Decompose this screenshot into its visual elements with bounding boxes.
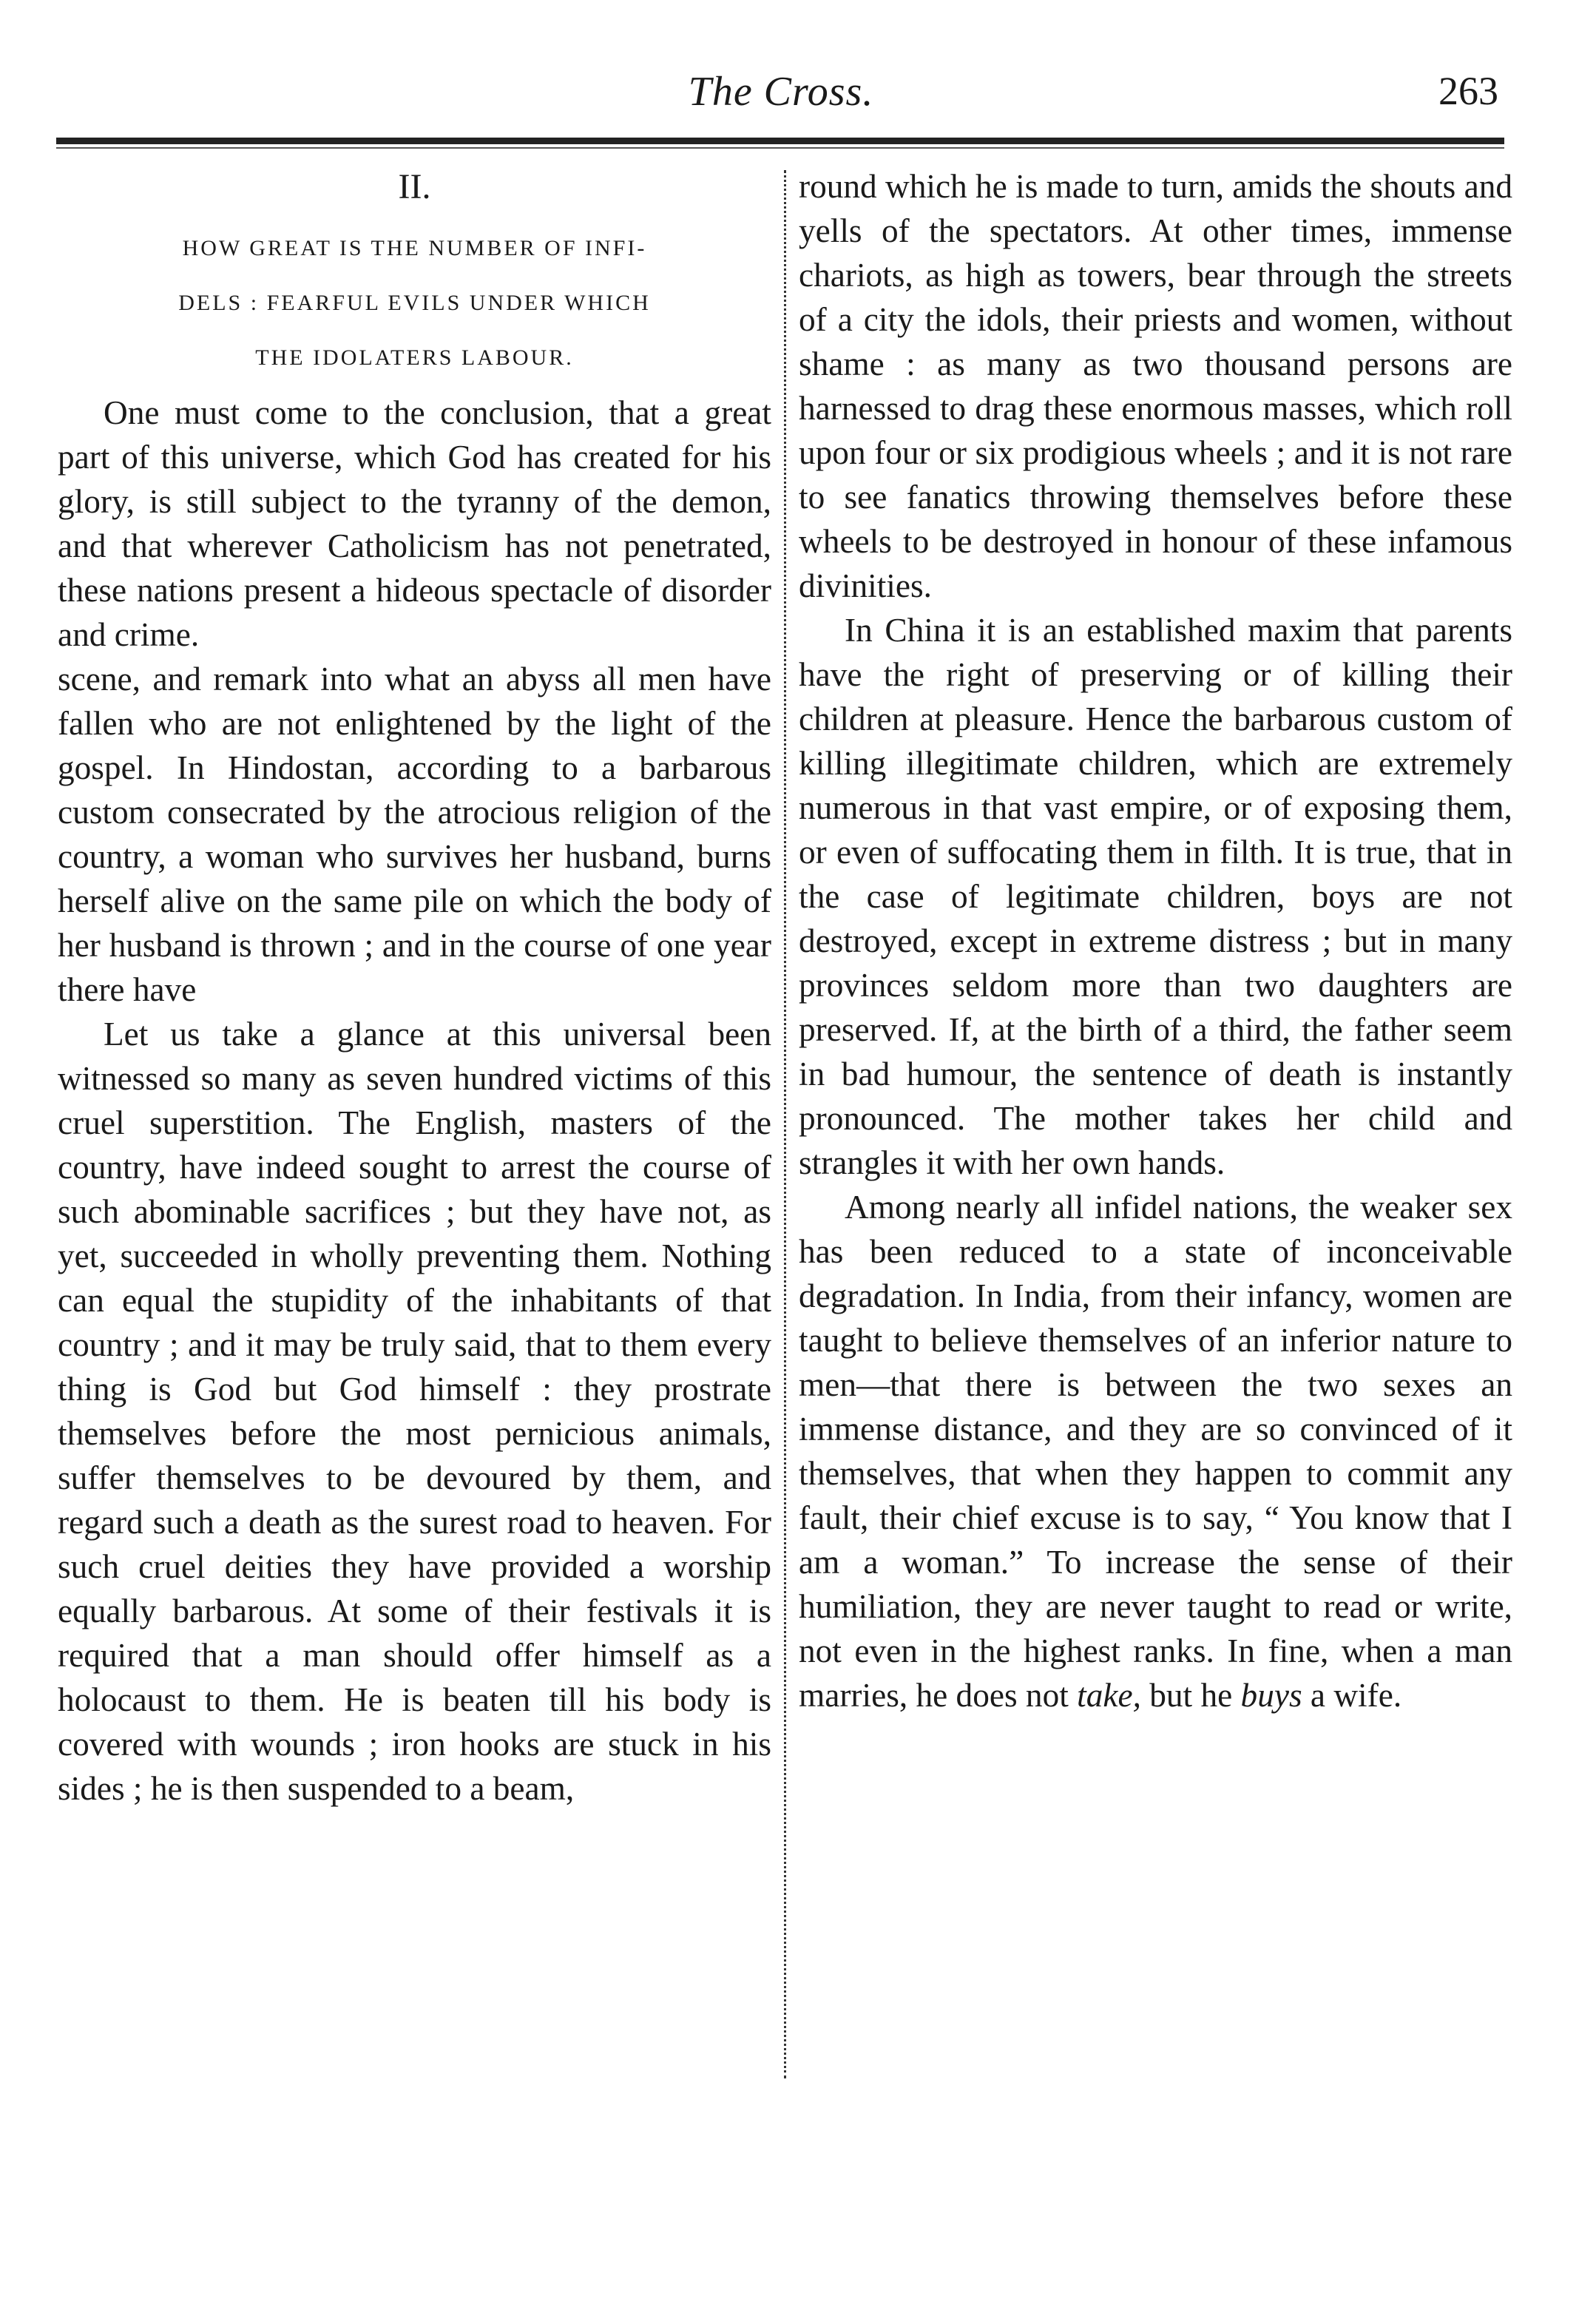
left-column [58,164,771,1811]
right-paragraph-1: round which he is made to turn, amids the shouts and yells of the spectators. At other times, immense chariots, as high as towers, bear through the streets of a city the idols, their priests and women, without shame : as many as two thousand persons are harnessed to drag these enormous masses, which roll upon four or six prodigious wheels ; and it is not rare to see fanatics throwing themselves before these wheels to be destroyed in honour of these infamous divinities. [799,168,1512,604]
closing-fragment-before: he does not [916,1677,1069,1714]
right-paragraph-3 [799,1185,1512,1717]
running-header [56,68,1506,135]
section-heading-line-3: THE IDOLATERS LABOUR. [255,345,574,370]
closing-fragment-end: a wife. [1310,1677,1402,1714]
left-paragraph-3: Let us take a glance at this universal been witnessed so many as seven hundred victims of this cruel superstition. The English, masters of the country, have indeed sought to arrest the course of such abominable sacrifices ; but they have not, as yet, succeeded in wholly preventing them. Nothing can equal the stupidity of the inhabitants of that country ; and it may be truly said, that to them every thing is God but God himself : they prostrate themselves before the most pernicious animals, suffer themselves to be devoured by them, and regard such a death as the surest road to heaven. For such cruel deities they have provided a worship equally barbarous. At some of their festivals it is required that a man should offer himself as a holocaust to them. He is beaten till his body is covered with wounds ; iron hooks are stuck in his sides ; he is then suspended to a beam, [58,1016,771,1807]
header-rule [56,138,1504,144]
header-rule-thin [56,147,1504,149]
right-paragraph-2: In China it is an established maxim that parents have the right of preserving or of killing their children at pleasure. Hence the barbarous custom of killing illegitimate children, which are extremely numerous in that vast empire, or of exposing them, or even of suffocating them in filth. It is true, that in the case of legitimate children, boys are not destroyed, except in extreme distress ; but in many provinces seldom more than two daughters are preserved. If, at the birth of a third, the father seem in bad humour, the sentence of death is instantly pronounced. The mother takes her child and strangles it with her own hands. [799,612,1512,1181]
left-paragraph-1: One must come to the conclusion, that a great part of this universe, which God has created for his glory, is still subject to the tyranny of the demon, and that wherever Catholicism has not penetrated, these nations present a hideous spectacle of disorder and crime. [58,394,771,653]
running-title: The Cross. [688,69,874,115]
right-paragraph-3-text: Among nearly all infidel nations, the weaker sex has been reduced to a state of inconceivable degradation. In India, from their infancy, women are taught to believe themselves of an inferior nature to men—that there is between the two sexes an immense distance, and they are so convinced of it themselves, that when they happen to commit any fault, their chief excuse is to say, “ You know that I am a woman.” To increase the sense of their humiliation, they are never taught to read or write, not even in the highest ranks. In fine, when a man marries, [799,1189,1512,1714]
right-column [799,164,1512,1717]
section-number: II. [398,167,431,206]
page-number: 263 [1438,69,1498,113]
closing-emphasis-buys: buys [1240,1677,1302,1714]
section-heading-line-2: DELS : FEARFUL EVILS UNDER WHICH [178,291,651,315]
column-divider [784,170,786,2078]
left-paragraph-2: scene, and remark into what an abyss all men have fallen who are not enlightened by the light of the gospel. In Hindostan, according to a barbarous custom consecrated by the atrocious religion of the country, a woman who survives her husband, burns herself alive on the same pile on which the body of her husband is thrown ; and in the course of one year there have [58,661,771,1008]
section-heading-line-1: HOW GREAT IS THE NUMBER OF INFI- [182,236,647,260]
closing-emphasis-take: take, [1077,1677,1141,1714]
closing-fragment-middle: but he [1149,1677,1233,1714]
